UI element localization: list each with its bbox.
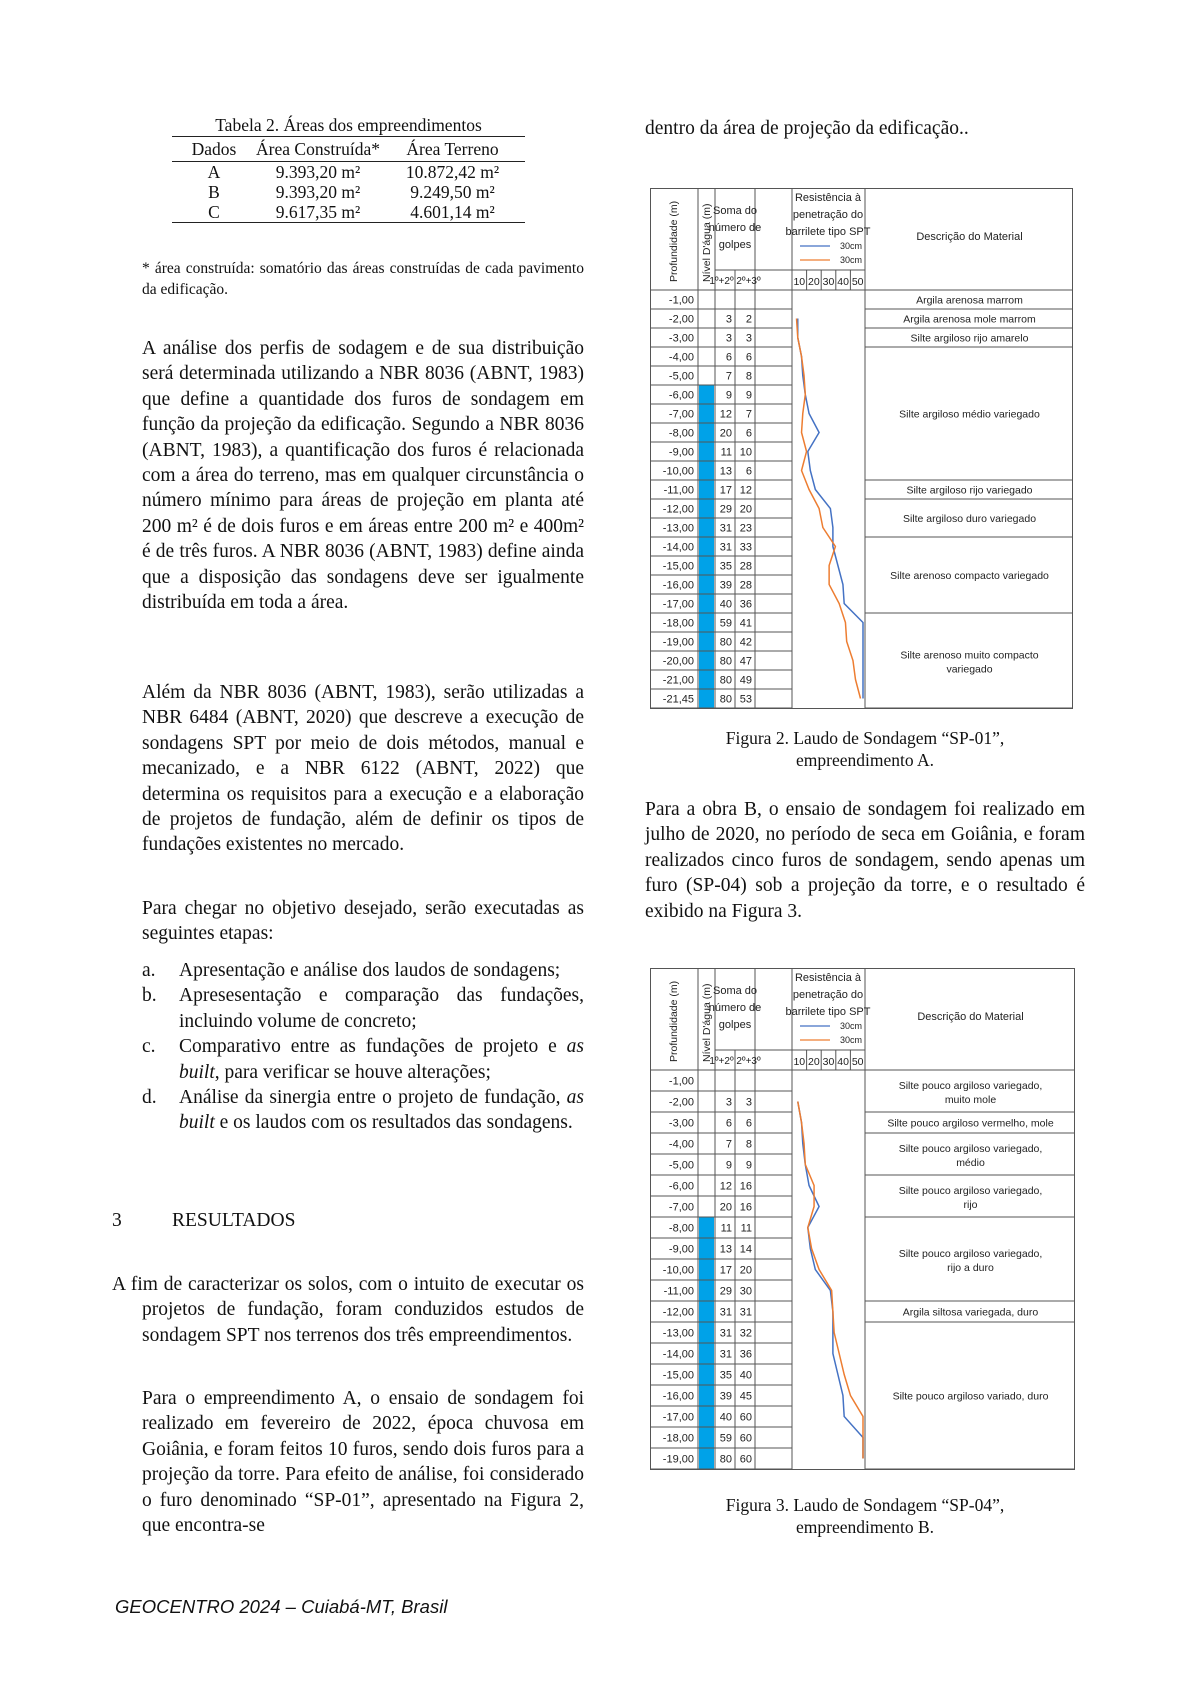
scale-label: 40 [837, 1056, 849, 1068]
golpes-23: 45 [739, 1390, 752, 1403]
golpes-12: 13 [719, 465, 732, 478]
golpes-12: 59 [719, 1432, 732, 1445]
cell: 9.393,20 m² [275, 162, 361, 182]
list-marker: b. [142, 985, 157, 1007]
column-label-12: 1º+2º 2º+3º [709, 276, 761, 287]
cell: 9.249,50 m² [410, 182, 495, 202]
golpes-12: 35 [719, 1369, 732, 1382]
scale-label: 10 [793, 276, 806, 288]
legend-label: 30cm [840, 1035, 863, 1045]
depth-value: -5,00 [668, 1159, 694, 1172]
list-text: Análise da sinergia entre o projeto de fundação, [179, 1087, 567, 1109]
golpes-23: 23 [739, 522, 752, 535]
golpes-23: 36 [739, 1348, 752, 1361]
paragraph-empreendimento-a: Para o empreendimento A, o ensaio de sondagem foi realizado em fevereiro de 2022, época chuvosa em Goiânia, e foram feitos 10 furos, sendo dois furos para a projeção da torre. Para efeito de análise, foi considerado o furo denominado “SP-01”, apresentado na Figura 2, que encontra-se [142, 1388, 584, 1537]
golpes-23: 16 [739, 1201, 752, 1214]
legend-label: 30cm [840, 241, 863, 251]
depth-value: -18,00 [662, 1432, 694, 1445]
list-item [142, 958, 584, 983]
depth-value: -12,00 [662, 1306, 694, 1319]
depth-value: -21,45 [662, 693, 694, 706]
golpes-12: 80 [719, 636, 732, 649]
scale-label: 50 [851, 276, 864, 288]
list-marker: a. [142, 960, 156, 981]
golpes-12: 3 [725, 313, 732, 326]
depth-value: -3,00 [668, 1117, 694, 1130]
depth-value: -17,00 [662, 598, 694, 611]
golpes-12: 31 [719, 522, 732, 535]
table-2 [172, 114, 525, 223]
depth-value: -4,00 [668, 351, 694, 364]
list-text-italic: as built [179, 1036, 584, 1083]
golpes-12: 9 [725, 389, 732, 402]
paragraph-continuation: dentro da área de projeção da edificação.. [645, 118, 969, 139]
depth-value: -11,00 [663, 484, 694, 497]
soma-header: número de [708, 1002, 762, 1014]
table-caption: Tabela 2. Áreas dos empreendimentos [215, 115, 482, 135]
material-label: Silte argiloso rijo variegado [906, 484, 1033, 497]
depth-value: -11,00 [663, 1285, 694, 1298]
depth-value: -17,00 [662, 1411, 694, 1424]
soma-header: Soma do [712, 205, 758, 217]
golpes-23: 47 [739, 655, 752, 668]
depth-value: -21,00 [662, 674, 694, 687]
material-label: Silte pouco argiloso variegado, [898, 1185, 1043, 1197]
section-number: 3 [112, 1210, 122, 1231]
golpes-12: 39 [719, 1390, 732, 1403]
figure-2-boring-log [650, 188, 1074, 711]
figure-3-caption [645, 1494, 1085, 1538]
depth-value: -7,00 [668, 408, 694, 421]
golpes-12: 40 [719, 598, 732, 611]
golpes-12: 11 [720, 446, 732, 459]
golpes-12: 3 [725, 332, 732, 345]
resistance-header: Resistência à [794, 972, 862, 984]
legend-label: 30cm [840, 255, 863, 265]
golpes-23: 10 [739, 446, 752, 459]
golpes-12: 13 [719, 1243, 732, 1256]
golpes-12: 12 [719, 408, 732, 421]
depth-value: -8,00 [668, 427, 694, 440]
material-label: Silte argiloso duro variegado [902, 513, 1037, 525]
description-header: Descrição do Material [916, 231, 1023, 243]
golpes-23: 3 [745, 332, 752, 345]
golpes-23: 3 [745, 1096, 752, 1109]
depth-value: -2,00 [668, 313, 694, 326]
column-label-12: 1º+2º 2º+3º [709, 1056, 761, 1067]
section-title: RESULTADOS [172, 1210, 296, 1231]
golpes-23: 8 [745, 370, 752, 383]
soma-header: golpes [718, 239, 752, 251]
cell: C [208, 202, 220, 222]
list-text: Apresesentação e comparação das fundações, incluindo volume de concreto; [179, 985, 584, 1032]
paragraph-nbr8036: A análise dos perfis de sodagem e de sua distribuição será determinada utilizando a NBR 8036 (ABNT, 1983) que define a quantidade dos furos de sondagem em função da projeção da edificação. Segundo a NBR 8036 (ABNT, 1983), a quantificação dos furos é relacionada com a área do terreno, mas em qualquer circunstância o número mínimo para áreas de projeção em planta até 200 m² é de dois furos e em áreas entre 200 m² e 400m² é de três furos. A NBR 8036 (ABNT, 1983) define ainda que a disposição das sondagens deve ser igualmente distribuída em toda a área. [142, 338, 584, 614]
cell: 10.872,42 m² [405, 162, 500, 182]
golpes-23: 12 [739, 484, 752, 497]
scale-label: 40 [837, 276, 849, 288]
material-label: Silte arenoso muito compacto [900, 649, 1039, 662]
depth-value: -9,00 [668, 1243, 694, 1256]
caption-line: empreendimento A. [795, 750, 935, 770]
golpes-23: 6 [745, 465, 752, 478]
material-label: muito mole [944, 1094, 997, 1106]
spt-curve-blue [798, 1102, 863, 1459]
scale-label: 30 [822, 1056, 835, 1068]
depth-value: -7,00 [668, 1201, 694, 1214]
depth-value: -16,00 [662, 579, 694, 592]
footer: GEOCENTRO 2024 – Cuiabá-MT, Brasil [115, 1596, 448, 1617]
golpes-23: 6 [745, 351, 752, 364]
table-header-row [172, 137, 525, 162]
resistance-header: penetração do [792, 209, 864, 221]
golpes-12: 80 [719, 693, 732, 706]
material-label: rijo [963, 1199, 978, 1211]
description-header: Descrição do Material [917, 1011, 1024, 1023]
caption-line: Figura 3. Laudo de Sondagem “SP-04”, [725, 1495, 1005, 1515]
depth-value: -3,00 [668, 332, 694, 345]
golpes-12: 39 [719, 579, 732, 592]
water-header: Nível D'água (m) [701, 983, 713, 1062]
list-marker: c. [142, 1036, 156, 1058]
scale-label: 20 [808, 1056, 820, 1068]
golpes-12: 31 [719, 541, 732, 554]
list-text-italic: as built [179, 1087, 584, 1134]
material-label: Silte pouco argiloso variado, duro [892, 1390, 1049, 1403]
water-header: Nível D'água (m) [701, 203, 713, 282]
list-marker: d. [142, 1087, 157, 1109]
material-label: Silte arenoso compacto variegado [890, 570, 1049, 582]
scale-label: 20 [808, 276, 820, 288]
golpes-23: 33 [739, 541, 752, 554]
golpes-23: 60 [739, 1432, 752, 1445]
golpes-12: 31 [719, 1306, 732, 1319]
golpes-12: 20 [719, 427, 732, 440]
depth-value: -18,00 [662, 617, 694, 630]
resistance-header: barrilete tipo SPT [785, 1006, 871, 1018]
golpes-12: 59 [719, 617, 732, 630]
spt-curve-orange [798, 1102, 863, 1459]
golpes-12: 31 [719, 1327, 732, 1340]
soma-header: golpes [718, 1019, 752, 1031]
golpes-23: 20 [739, 1264, 752, 1277]
header-area-construida: Área Construída* [256, 139, 380, 159]
golpes-12: 35 [719, 560, 732, 573]
depth-value: -6,00 [668, 1180, 694, 1193]
material-label: rijo a duro [947, 1262, 994, 1274]
areas-table [172, 136, 525, 223]
golpes-23: 49 [739, 674, 752, 687]
material-label: Silte pouco argiloso vermelho, mole [887, 1117, 1054, 1130]
golpes-23: 9 [745, 389, 752, 402]
golpes-23: 41 [739, 617, 752, 630]
depth-value: -8,00 [668, 1222, 694, 1235]
golpes-23: 11 [740, 1222, 752, 1235]
golpes-23: 16 [739, 1180, 752, 1193]
material-label: Silte pouco argiloso variegado, [898, 1248, 1043, 1260]
resistance-header: Resistência à [794, 192, 862, 204]
depth-value: -13,00 [662, 522, 694, 535]
cell: A [207, 162, 221, 182]
list-item [142, 1085, 584, 1136]
table-note: * área construída: somatório das áreas construídas de cada pavimento da edificação. [142, 260, 584, 298]
depth-value: -14,00 [662, 541, 694, 554]
depth-header: Profundidade (m) [668, 200, 680, 282]
golpes-23: 8 [745, 1138, 752, 1151]
golpes-23: 36 [739, 598, 752, 611]
depth-value: -19,00 [662, 1453, 694, 1466]
soma-header: Soma do [712, 985, 758, 997]
cell: B [208, 182, 220, 202]
cell: 9.617,35 m² [275, 202, 361, 222]
depth-value: -15,00 [662, 1369, 694, 1382]
golpes-23: 9 [745, 1159, 752, 1172]
golpes-23: 31 [739, 1306, 752, 1319]
depth-value: -1,00 [668, 1075, 694, 1088]
depth-value: -10,00 [662, 1264, 694, 1277]
scale-label: 50 [851, 1056, 864, 1068]
golpes-23: 14 [739, 1243, 752, 1256]
depth-value: -5,00 [668, 370, 694, 383]
golpes-12: 3 [725, 1096, 732, 1109]
material-label: Silte argiloso rijo amarelo [910, 332, 1029, 345]
resistance-header: barrilete tipo SPT [785, 226, 871, 238]
golpes-12: 17 [719, 484, 732, 497]
figure-2-caption [645, 727, 1085, 771]
golpes-12: 9 [725, 1159, 732, 1172]
golpes-12: 7 [725, 370, 732, 383]
paragraph-obra-b: Para a obra B, o ensaio de sondagem foi realizado em julho de 2020, no período de seca em Goiânia, e foram realizados cinco furos de sondagem, sendo apenas um furo (SP-04) sob a projeção da torre, e o resultado é exibido na Figura 3. [645, 799, 1085, 922]
golpes-23: 60 [739, 1411, 752, 1424]
golpes-12: 31 [719, 1348, 732, 1361]
golpes-23: 28 [739, 579, 752, 592]
caption-line: empreendimento B. [795, 1517, 935, 1537]
material-label: variegado [946, 663, 993, 676]
steps-list [142, 958, 584, 1136]
list-text: , para verificar se houve alterações; [214, 1061, 491, 1083]
water-level-bar [699, 385, 714, 708]
golpes-23: 6 [745, 1117, 752, 1130]
soma-header: número de [708, 222, 762, 234]
golpes-23: 6 [745, 427, 752, 440]
table-row [172, 202, 525, 223]
material-label: Silte argiloso médio variegado [899, 408, 1040, 421]
table-row [172, 162, 525, 183]
depth-value: -1,00 [668, 294, 694, 307]
golpes-12: 20 [719, 1201, 732, 1214]
golpes-12: 80 [719, 674, 732, 687]
depth-value: -12,00 [662, 503, 694, 516]
list-text: Apresentação e análise dos laudos de sondagens; [179, 960, 561, 981]
table-row [172, 182, 525, 202]
material-label: Argila arenosa mole marrom [903, 313, 1036, 326]
section-heading [112, 1210, 295, 1232]
golpes-23: 40 [739, 1369, 752, 1382]
paragraph-nbr6484: Além da NBR 8036 (ABNT, 1983), serão utilizadas a NBR 6484 (ABNT, 2020) que descreve a execução de sondagens SPT por meio de dois métodos, manual e mecanizado, e a NBR 6122 (ABNT, 2022) que determina os requisitos para a execução e a elaboração de projetos de fundação, além de definir os tipos de fundações existentes no mercado. [142, 682, 584, 856]
material-label: Argila siltosa variegada, duro [902, 1306, 1039, 1319]
golpes-12: 29 [719, 1285, 732, 1298]
golpes-23: 53 [739, 693, 752, 706]
paragraph-etapas: Para chegar no objetivo desejado, serão executadas as seguintes etapas: [142, 898, 584, 945]
depth-value: -13,00 [662, 1327, 694, 1340]
depth-value: -20,00 [662, 655, 694, 668]
golpes-23: 20 [739, 503, 752, 516]
golpes-23: 28 [739, 560, 752, 573]
golpes-12: 6 [725, 1117, 732, 1130]
depth-value: -15,00 [662, 560, 694, 573]
depth-value: -2,00 [668, 1096, 694, 1109]
golpes-23: 30 [739, 1285, 752, 1298]
depth-value: -6,00 [668, 389, 694, 402]
header-dados: Dados [191, 139, 237, 159]
depth-header: Profundidade (m) [668, 980, 680, 1062]
cell: 4.601,14 m² [410, 202, 495, 222]
depth-value: -19,00 [662, 636, 694, 649]
legend-label: 30cm [840, 1021, 863, 1031]
header-area-terreno: Área Terreno [406, 139, 499, 159]
list-item [142, 983, 584, 1034]
caption-line: Figura 2. Laudo de Sondagem “SP-01”, [725, 728, 1005, 748]
depth-value: -4,00 [668, 1138, 694, 1151]
material-label: médio [956, 1157, 985, 1169]
list-text: e os laudos com os resultados das sondagens. [214, 1112, 573, 1134]
golpes-23: 2 [745, 313, 752, 326]
spt-curve-orange [797, 319, 861, 699]
list-text: Comparativo entre as fundações de projeto e [179, 1036, 567, 1058]
depth-value: -10,00 [662, 465, 694, 478]
scale-label: 30 [822, 276, 835, 288]
golpes-12: 80 [719, 1453, 732, 1466]
material-label: Argila arenosa marrom [916, 294, 1023, 307]
golpes-12: 17 [719, 1264, 732, 1277]
depth-value: -16,00 [662, 1390, 694, 1403]
golpes-12: 7 [725, 1138, 732, 1151]
golpes-23: 42 [739, 636, 752, 649]
cell: 9.393,20 m² [275, 182, 361, 202]
material-label: Silte pouco argiloso variegado, [898, 1080, 1043, 1092]
figure-3-boring-log [650, 968, 1076, 1481]
depth-value: -9,00 [668, 446, 694, 459]
golpes-12: 80 [719, 655, 732, 668]
golpes-23: 60 [739, 1453, 752, 1466]
golpes-12: 6 [725, 351, 732, 364]
list-item [142, 1034, 584, 1085]
paragraph-resultados: A fim de caracterizar os solos, com o intuito de executar os projetos de fundação, foram conduzidos estudos de sondagem SPT nos terrenos dos três empreendimentos. [112, 1274, 584, 1346]
golpes-23: 32 [739, 1327, 752, 1340]
golpes-12: 11 [720, 1222, 732, 1235]
golpes-12: 40 [719, 1411, 732, 1424]
scale-label: 10 [793, 1056, 806, 1068]
golpes-12: 12 [719, 1180, 732, 1193]
golpes-12: 29 [719, 503, 732, 516]
resistance-header: penetração do [792, 989, 864, 1001]
spt-curve-blue [798, 319, 863, 699]
golpes-23: 7 [745, 408, 752, 421]
depth-value: -14,00 [662, 1348, 694, 1361]
material-label: Silte pouco argiloso variegado, [898, 1143, 1043, 1155]
